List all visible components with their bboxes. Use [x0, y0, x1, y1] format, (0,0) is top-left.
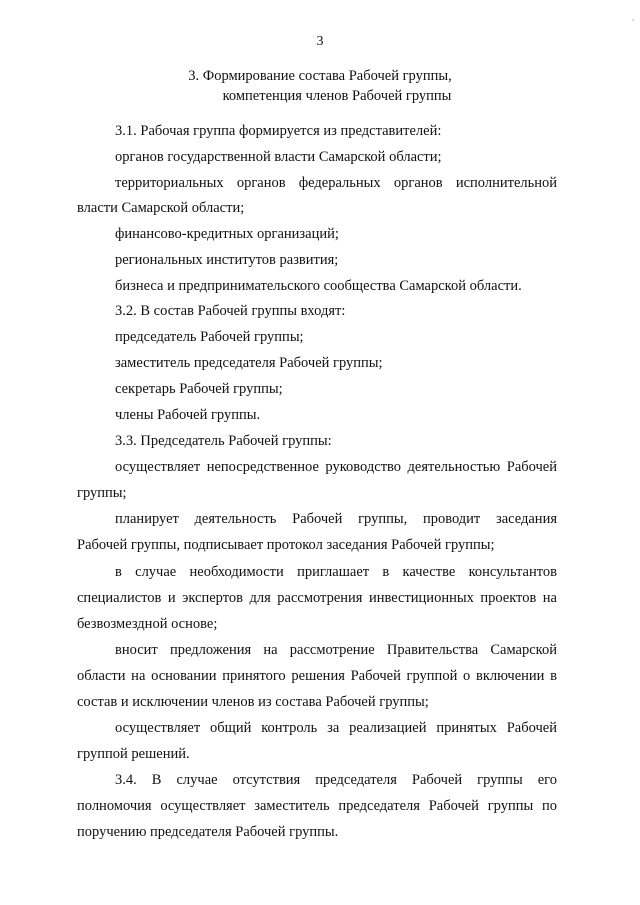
list-item: территориальных органов федеральных органов исполнительной: [115, 175, 557, 191]
list-item-continuation: Рабочей группы, подписывает протокол заседания Рабочей группы;: [77, 537, 495, 553]
paragraph-continuation: поручению председателя Рабочей группы.: [77, 824, 339, 840]
paragraph-3-4: 3.4. В случае отсутствия председателя Рабочей группы его: [115, 772, 557, 788]
paragraph-continuation: полномочия осуществляет заместитель председателя Рабочей группы по: [77, 798, 557, 814]
list-item-continuation: группой решений.: [77, 746, 190, 762]
list-item-continuation: безвозмездной основе;: [77, 616, 218, 632]
list-item: председатель Рабочей группы;: [115, 329, 304, 345]
list-item: заместитель председателя Рабочей группы;: [115, 355, 383, 371]
list-item: осуществляет непосредственное руководство деятельностью Рабочей: [115, 459, 557, 475]
page-number: 3: [316, 34, 324, 49]
list-item: органов государственной власти Самарской области;: [115, 149, 442, 165]
list-item: секретарь Рабочей группы;: [115, 381, 283, 397]
section-heading-line-1: 3. Формирование состава Рабочей группы,: [188, 68, 452, 84]
list-item: бизнеса и предпринимательского сообщества Самарской области.: [115, 278, 522, 294]
list-item: члены Рабочей группы.: [115, 407, 261, 423]
list-item-continuation: власти Самарской области;: [77, 200, 245, 216]
list-item: региональных институтов развития;: [115, 252, 339, 268]
list-item: вносит предложения на рассмотрение Правительства Самарской: [115, 642, 557, 658]
list-item-continuation: области на основании принятого решения Рабочей группой о включении в: [77, 668, 557, 684]
scan-mark: ,: [632, 14, 634, 22]
paragraph-3-3: 3.3. Председатель Рабочей группы:: [115, 433, 332, 449]
list-item-continuation: группы;: [77, 485, 127, 501]
paragraph-3-1: 3.1. Рабочая группа формируется из представителей:: [115, 123, 442, 139]
list-item: осуществляет общий контроль за реализацией принятых Рабочей: [115, 720, 557, 736]
list-item: планирует деятельность Рабочей группы, проводит заседания: [115, 511, 557, 527]
section-heading-line-2: компетенция членов Рабочей группы: [222, 88, 452, 104]
list-item-continuation: специалистов и экспертов для рассмотрения инвестиционных проектов на: [77, 590, 557, 606]
list-item: финансово-кредитных организаций;: [115, 226, 339, 242]
list-item-continuation: состав и исключении членов из состава Рабочей группы;: [77, 694, 429, 710]
paragraph-3-2: 3.2. В состав Рабочей группы входят:: [115, 303, 346, 319]
list-item: в случае необходимости приглашает в качестве консультантов: [115, 564, 557, 580]
